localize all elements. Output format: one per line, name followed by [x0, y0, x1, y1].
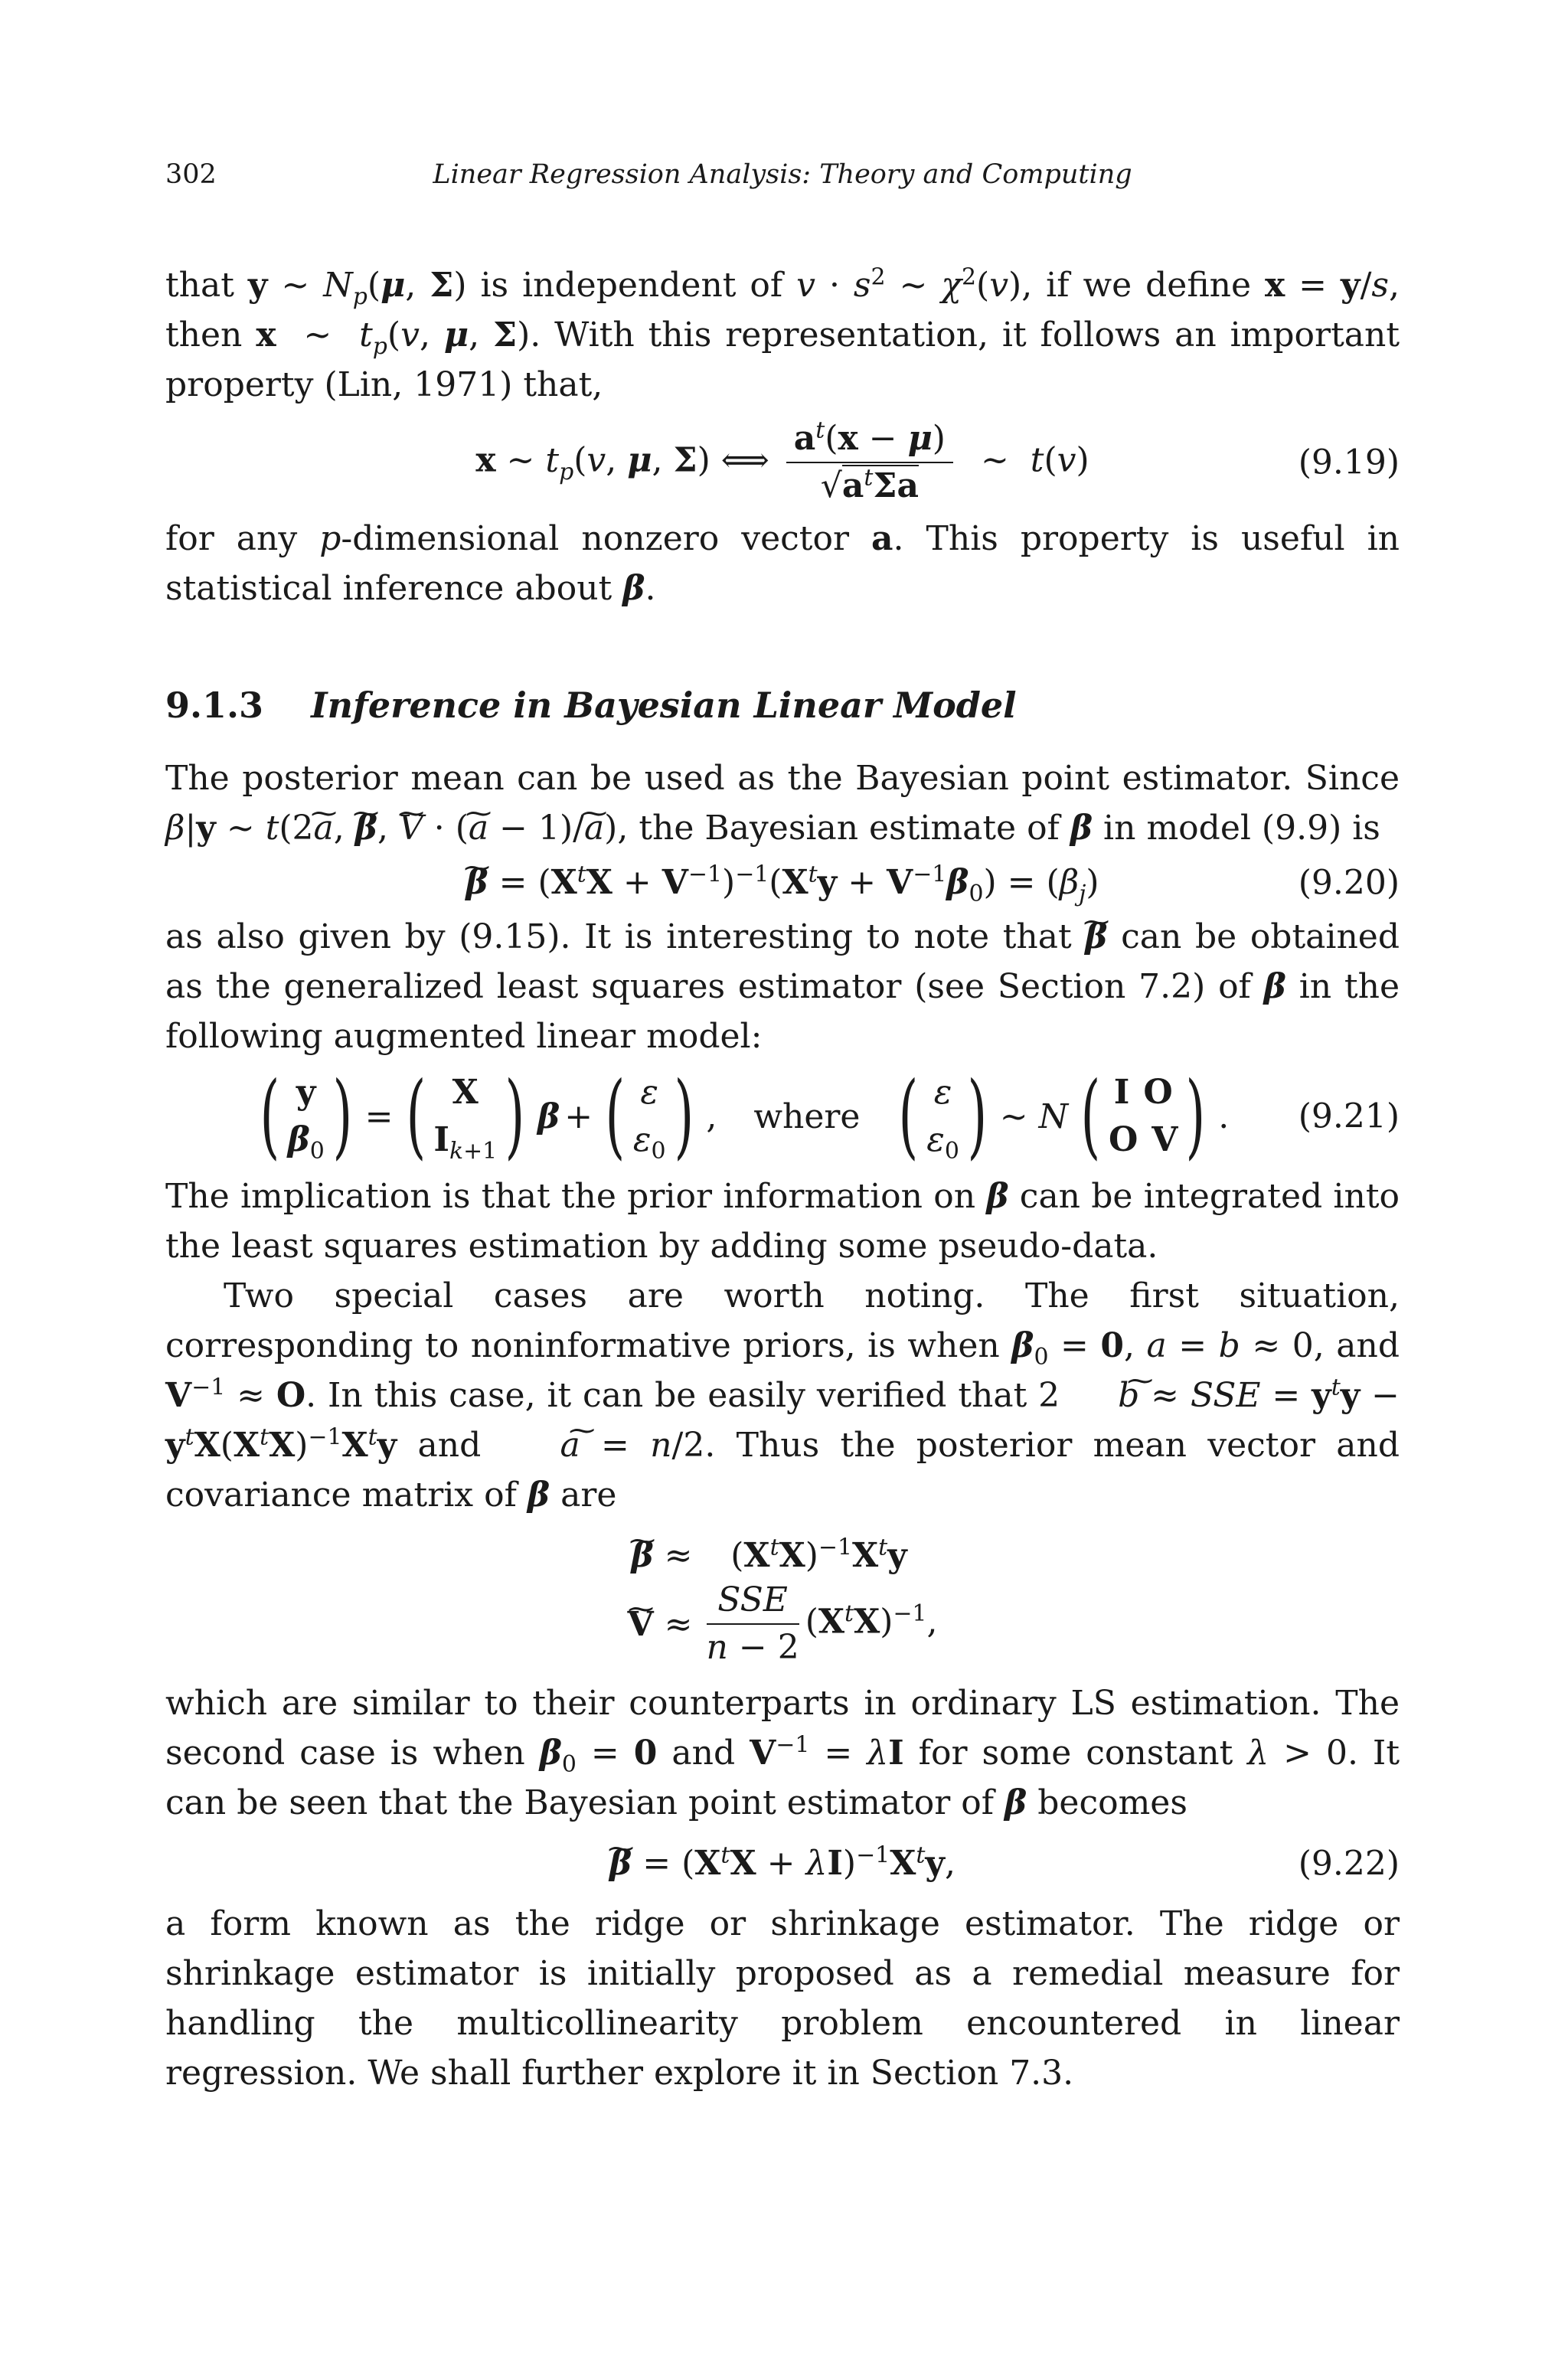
page-body — [165, 260, 1400, 2098]
equation-9-19: x ∼ $t_p(v$, μ, Σ) ⟺ $\frac{a^t(x - \mu)}{√a^t\Sigma a}$ ∼ t(v) (9.19) — [475, 417, 1400, 505]
equation-number: (9.20) — [1298, 863, 1400, 902]
paragraph: as also given by (9.15). It is interesting to note that ~ β can be obtained as the generalized least squares estimator (see Section 7.2) of β in the following augmented linear model: — [165, 912, 1400, 1061]
section-title: Inference in Bayesian Linear Model — [311, 685, 1017, 726]
section-heading — [165, 681, 1400, 730]
paragraph: that y ∼ $N_p(\mu$, Σ) is independent of $v \cdot s^2$ ∼ $\chi^2(v)$, if we define x = y/s, then x ∼ $t_p(v$, μ, Σ). With this representation, it follows an important property (Lin, 1971) that, — [165, 263, 1400, 404]
paragraph: The posterior mean can be used as the Bayesian point estimator. Since β|y ∼ t(2~ a, ~ β, ~ V · (~ a − 1)/~ a), the Bayesian estimate of β in model (9.9) is — [165, 753, 1400, 853]
paragraph: Two special cases are worth noting. The first situation, corresponding to noninformative priors, is when $\beta_0 = 0$, a = b ≈ 0, and $V^{-1} \approx O$. In this case, it can be easily verified that 2~ b ≈ SSE = $y^ty - y^tX(X^tX)^{-1}X^ty$ and ~ a = n/2. Thus the posterior mean vector and covariance matrix of β are — [165, 1271, 1400, 1520]
equation-9-20: ~ $\beta = (X^tX + V^{-1})^{-1}(X^ty + V^{-1}\beta_0) = (\beta_j)$ (9.20) — [165, 858, 1400, 907]
equation-number: (9.22) — [1298, 1844, 1400, 1883]
running-title: Linear Regression Analysis: Theory and Computing — [433, 159, 1132, 190]
page-number: 302 — [165, 159, 217, 190]
equation-number: (9.19) — [1298, 443, 1400, 482]
paragraph: which are similar to their counterparts in ordinary LS estimation. The second case is when $\beta_0 = 0$ and $V^{-1} = \lambda I$ for some constant λ > 0. It can be seen that the Bayesian point estimator of β becomes — [165, 1684, 1400, 1822]
equation-posterior: ~ β ≈ $(X^tX)^{-1}X^ty$ ~ V ≈ $\frac{\text{SSE}}{n - 2}$ $(X^tX)^{-1}$, — [165, 1531, 1400, 1668]
section-number: 9.1.3 — [165, 685, 264, 726]
equation-9-21: ( y $\beta_0$ ) = ( X $I_{k+1}$ ) β + ( ε $\varepsilon_0$ ) , where ( ε $\varepsilon_0$ ) ∼ N ( I O O V ) . (9.21) — [260, 1063, 1400, 1169]
where-label: where — [753, 1096, 861, 1136]
equation-9-22: ~ $\beta = (X^tX + \lambda I)^{-1}X^ty$, (9.22) — [165, 1838, 1400, 1888]
paragraph: a form known as the ridge or shrinkage estimator. The ridge or shrinkage estimator is initially proposed as a remedial measure for handling the multicollinearity problem encountered in linear regression. We shall further explore it in Section 7.3. — [165, 1904, 1400, 2093]
page-header — [165, 159, 1400, 198]
paragraph: The implication is that the prior information on β can be integrated into the least squares estimation by adding some pseudo-data. — [165, 1177, 1400, 1266]
paragraph: for any p-dimensional nonzero vector a. This property is useful in statistical inference about β. — [165, 519, 1400, 608]
equation-number: (9.21) — [1298, 1096, 1400, 1136]
